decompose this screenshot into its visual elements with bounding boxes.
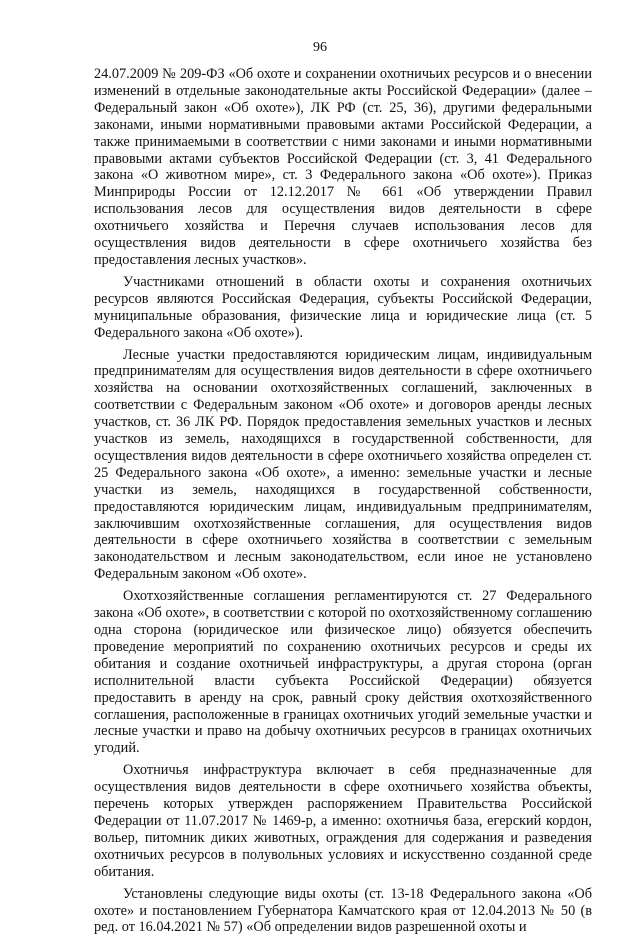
document-body [94,66,592,941]
paragraph-hunting-agreements: Охотхозяйственные соглашения регламентируются ст. 27 Федерального закона «Об охоте», в соответствии с которой по охотхозяйственному соглашению одна сторона (юридическое или физическое лицо) обязуется обеспечить проведение мероприятий по сохранению охотничьих ресурсов и среды их обитания и создание охотничьей инфраструктуры, а другая сторона (орган исполнительной власти субъекта Российской Федерации) обязуется предоставить в аренду на срок, равный сроку действия охотхозяйственного соглашения, расположенные в границах охотничьих угодий земельные участки и лесные участки и право на добычу охотничьих ресурсов в границах охотничьих угодий. [94,588,592,757]
paragraph-hunting-types: Установлены следующие виды охоты (ст. 13-18 Федерального закона «Об охоте» и постановлением Губернатора Камчатского края от 12.04.2013 № 50 (в ред. от 16.04.2021 № 57) «Об определении видов разрешенной охоты и [94,885,592,936]
page-number: 96 [313,40,327,55]
paragraph-hunting-infrastructure: Охотничья инфраструктура включает в себя предназначенные для осуществления видов деятельности в сфере охотничьего хозяйства объекты, перечень которых утвержден распоряжением Правительства Российской Федерации от 11.07.2017 № 1469-р, а именно: охотничья база, егерский кордон, вольер, питомник диких животных, ограждения для содержания и разведения охотничьих ресурсов в полувольных условиях и искусственно созданной среде обитания. [94,762,592,880]
paragraph-forest-plots: Лесные участки предоставляются юридическим лицам, индивидуальным предпринимателям для осуществления видов деятельности в сфере охотничьего хозяйства на основании охотхозяйственных соглашений, заключенных в соответствии с Федеральным законом «Об охоте» и договоров аренды лесных участков, ст. 36 ЛК РФ. Порядок предоставления земельных участков и лесных участков из земель, находящихся в государственной собственности, для осуществления видов деятельности в сфере охотничьего хозяйства определен ст. 25 Федерального закона «Об охоте», а именно: земельные участки и лесные участки из земель, находящихся в государственной собственности, предоставляются юридическим лицам, индивидуальным предпринимателям, заключившим охотхозяйственные соглашения, для осуществления видов деятельности в сфере охотничьего хозяйства в соответствии с земельным законодательством и лесным законодательством, если иное не установлено Федеральным законом «Об охоте». [94,346,592,583]
paragraph-participants: Участниками отношений в области охоты и сохранения охотничьих ресурсов являются Российская Федерация, субъекты Российской Федерации, муниципальные образования, физические лица и юридические лица (ст. 5 Федерального закона «Об охоте»). [94,273,592,341]
paragraph-law-references: 24.07.2009 № 209-ФЗ «Об охоте и сохранении охотничьих ресурсов и о внесении изменений в отдельные законодательные акты Российской Федерации» (далее – Федеральный закон «Об охоте»), ЛК РФ (ст. 25, 36), другими федеральными законами, иными нормативными правовыми актами Российской Федерации, а также принимаемыми в соответствии с ними законами и иными нормативными правовыми актами субъектов Российской Федерации (ст. 3, 41 Федерального закона «О животном мире», ст. 3 Федерального закона «Об охоте»). Приказ Минприроды России от 12.12.2017 № 661 «Об утверждении Правил использования лесов для осуществления видов деятельности в сфере охотничьего хозяйства и Перечня случаев использования лесов для осуществления видов деятельности в сфере охотничьего хозяйства без предоставления лесных участков». [94,66,592,268]
